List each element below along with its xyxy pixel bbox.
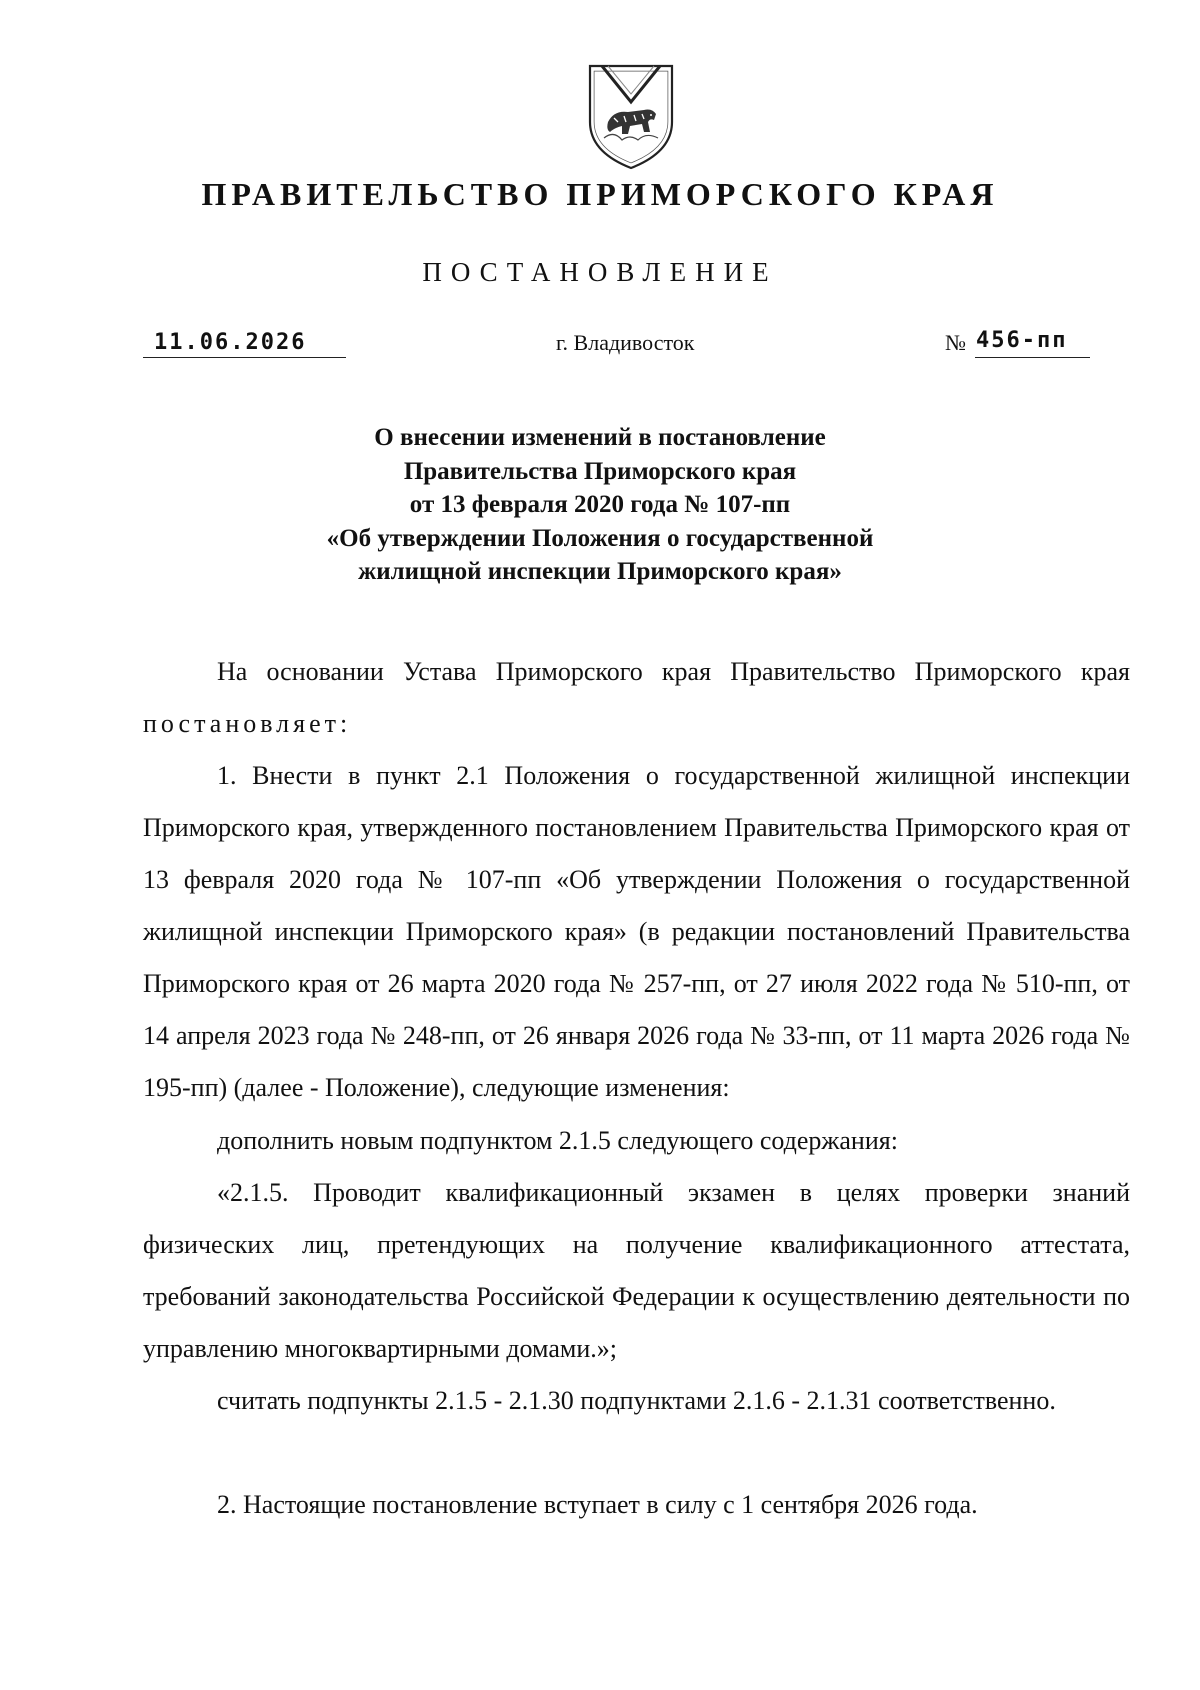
item-1-paragraph: 1. Внести в пункт 2.1 Положения о государственной жилищной инспекции Приморского края, утвержденного постановлением Правительства Приморского края от 13 февраля 2020 года № 107-пп «Об утверждении Положения о государственной жилищной инспекции Приморского края» (в редакции постановлений Правительства Приморского края от 26 марта 2020 года № 257-пп, от 27 июля 2022 года № 510-пп, от 14 апреля 2023 года № 248-пп, от 26 января 2026 года № 33-пп, от 11 марта 2026 года № 195-пп) (далее - Положение), следующие изменения: — [143, 761, 1130, 1102]
title-line: О внесении изменений в постановление — [374, 424, 826, 451]
document-number: 456-пп — [976, 328, 1068, 353]
title-line: от 13 февраля 2020 года № 107-пп — [409, 491, 791, 518]
document-city: г. Владивосток — [556, 330, 695, 355]
date-underline — [143, 357, 346, 358]
document-type: ПОСТАНОВЛЕНИЕ — [422, 257, 778, 287]
document-title — [200, 421, 1000, 589]
quote-paragraph: «2.1.5. Проводит квалификационный экзамен в целях проверки знаний физических лиц, претендующих на получение квалификационного аттестата, требований законодательства Российской Федерации к осуществлению деятельности по управлению многоквартирными домами.»; — [143, 1178, 1130, 1363]
number-underline — [975, 357, 1090, 358]
supplement-block — [143, 1115, 1130, 1167]
title-line: жилищной инспекции Приморского края» — [358, 558, 842, 585]
item-2-block — [143, 1479, 1130, 1531]
preamble-block — [143, 646, 1130, 750]
preamble-paragraph — [143, 646, 1130, 750]
supplement-paragraph: дополнить новым подпунктом 2.1.5 следующего содержания: — [217, 1126, 898, 1155]
decree-word: постановляет: — [143, 709, 352, 738]
quote-block — [143, 1167, 1130, 1375]
renumber-block — [143, 1375, 1130, 1427]
coat-of-arms-icon — [584, 60, 678, 172]
title-line: «Об утверждении Положения о государственной — [326, 524, 874, 552]
renumber-paragraph: считать подпункты 2.1.5 - 2.1.30 подпунктами 2.1.6 - 2.1.31 соответственно. — [217, 1386, 1056, 1415]
item-2-paragraph: 2. Настоящие постановление вступает в силу с 1 сентября 2026 года. — [217, 1490, 978, 1519]
item-1-block — [143, 750, 1130, 1114]
document-date: 11.06.2026 — [154, 330, 307, 355]
number-sign: № — [945, 330, 966, 355]
preamble-text: На основании Устава Приморского края Правительство Приморского края — [217, 657, 1130, 686]
title-line: Правительства Приморского края — [403, 457, 797, 485]
government-name: ПРАВИТЕЛЬСТВО ПРИМОРСКОГО КРАЯ — [201, 176, 999, 212]
